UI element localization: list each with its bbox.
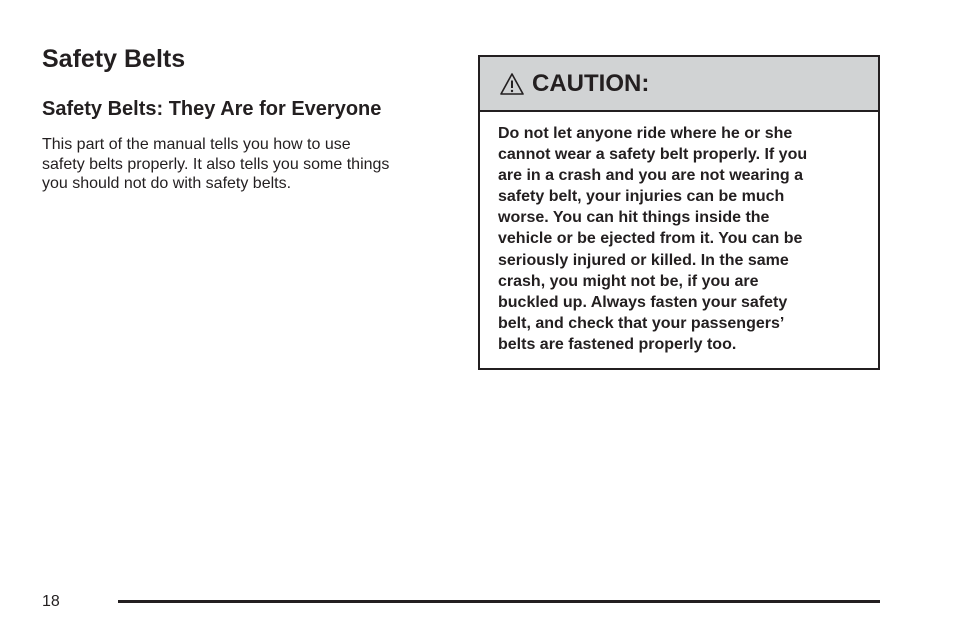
caution-line: cannot wear a safety belt properly. If you — [498, 146, 808, 164]
caution-line: vehicle or be ejected from it. You can be — [498, 230, 803, 248]
caution-line: worse. You can hit things inside the — [498, 209, 770, 227]
caution-line: belt, and check that your passengers’ — [498, 314, 785, 332]
caution-line: buckled up. Always fasten your safety — [498, 293, 788, 311]
caution-line: are in a crash and you are not wearing a — [498, 167, 803, 185]
caution-text — [480, 112, 878, 355]
caution-title: CAUTION: — [532, 69, 650, 97]
intro-paragraph — [42, 135, 452, 194]
intro-line: safety belts properly. It also tells you some things — [42, 155, 390, 173]
page-number: 18 — [42, 593, 60, 610]
page-title: Safety Belts — [42, 45, 186, 73]
caution-line: safety belt, your injuries can be much — [498, 188, 785, 206]
caution-box — [478, 55, 880, 370]
intro-line: you should not do with safety belts. — [42, 175, 292, 192]
section-heading: Safety Belts: They Are for Everyone — [42, 98, 382, 120]
caution-header — [480, 57, 878, 112]
caution-line: belts are fastened properly too. — [498, 335, 737, 353]
caution-line: crash, you might not be, if you are — [498, 272, 759, 290]
caution-line: Do not let anyone ride where he or she — [498, 125, 793, 142]
warning-triangle-icon — [500, 72, 524, 96]
intro-line: This part of the manual tells you how to use — [42, 136, 351, 153]
footer-rule — [118, 600, 880, 603]
caution-line: seriously injured or killed. In the same — [498, 251, 789, 269]
